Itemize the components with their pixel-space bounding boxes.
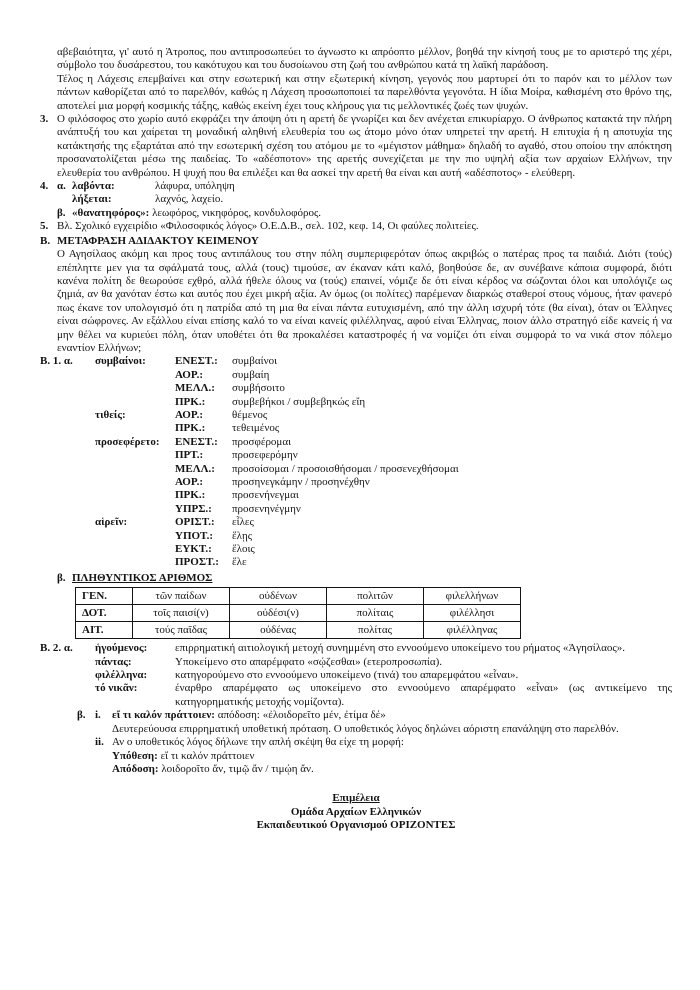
b2a-text: Υποκείμενο στο απαρέμφατο «σῴζεσθαι» (ετεροπροσωπία). [175, 655, 443, 668]
item-4a-row-2 [57, 193, 672, 206]
b2a-text: επιρρηματική αιτιολογική μετοχή συνημμένη στο εννοούμενο υποκείμενο του ρήματος «Ἀγησίλαος». [175, 642, 625, 655]
b2b-i-text [112, 709, 672, 722]
b1-lemma [95, 422, 175, 435]
b1-lemma: αἱρεῖν: [95, 516, 128, 529]
item-4a-marker-spacer [57, 193, 72, 206]
plural-heading: ΠΛΗΘΥΝΤΙΚΟΣ ΑΡΙΘΜΟΣ [72, 571, 213, 584]
footer [40, 792, 672, 832]
b1-tense: ΕΝΕΣΤ.: [175, 435, 218, 448]
item-5-text: Βλ. Σχολικό εγχειρίδιο «Φιλοσοφικός λόγος» Ο.Ε.Δ.Β., σελ. 102, κεφ. 14, Οι φαύλες πολιτείες. [57, 220, 479, 233]
table-cell: τούς παῖδας [133, 622, 230, 639]
table-cell: ΔΟΤ. [76, 605, 133, 622]
table-cell: οὐδένας [230, 622, 327, 639]
item-5-number: 5. [40, 220, 49, 233]
table-cell: ΑΙΤ. [76, 622, 133, 639]
b1-row [40, 422, 672, 435]
b1-row [40, 355, 672, 368]
b1-row [40, 503, 672, 516]
apodosis-label: Απόδοση: [112, 762, 159, 775]
footer-line-2: Εκπαιδευτικού Οργανισμού ΟΡΙΖΟΝΤΕΣ [256, 819, 456, 832]
b1-grammar-block [40, 355, 672, 570]
b1-row [40, 463, 672, 476]
b2b-apodosis-row [77, 763, 672, 776]
b2b-i-marker: i. [95, 709, 101, 722]
b1-row [40, 396, 672, 409]
b1-tense: ΑΟΡ.: [175, 476, 203, 488]
b1-tense: ΜΕΛΛ.: [175, 462, 215, 475]
table-row [76, 588, 521, 605]
b1-tense: ΑΟΡ.: [175, 408, 203, 421]
item-4b-value: λεωφόρος, νικηφόρος, κονδυλοφόρος. [152, 206, 322, 219]
section-b-marker: Β. [40, 234, 51, 247]
b2b-hypothesis [112, 750, 672, 763]
b1-tense: ΕΝΕΣΤ.: [175, 355, 218, 368]
table-cell: φιλελλήνων [424, 588, 521, 605]
b2a-row [40, 669, 672, 682]
b1-lemma [95, 396, 175, 409]
intro-paragraph-2: Τέλος η Λάχεσις επεμβαίνει και στην εσωτερική και στην εξωτερική κίνηση, γεγονός που μαρτυρεί ότι το παρόν και το μέλλον των πάντων καθορίζεται από το παρελθόν, καθώς η Λάχεση προσωποποιεί τα παρελθόντα γεγονότα. Η ίδια Μοίρα, καθισμένη στο θρόνο της, αποτελεί μια μορφή κοσμικής τάξης, καθώς εκείνη έχει τους κλήρους για τις μελλοντικές ζωές των ψυχών. [57, 72, 672, 112]
item-4 [40, 180, 672, 220]
item-4a-row-1 [57, 180, 672, 193]
b1-row [40, 476, 672, 489]
table-cell: πολίταις [327, 605, 424, 622]
b1-tense: ΠΡΚ.: [175, 395, 206, 408]
b1-tense: ΥΠΟΤ.: [175, 529, 213, 542]
b1-tense: ΑΟΡ.: [175, 368, 203, 381]
b1-marker: Β. 1. α. [40, 355, 73, 368]
b2a-label: φιλέλληνα: [95, 669, 148, 682]
b1-row [40, 382, 672, 395]
b1-row [40, 543, 672, 556]
b1-form: προσενήνεγμαι [232, 489, 299, 502]
table-cell: οὐδέσι(ν) [230, 605, 327, 622]
item-4a-marker: α. [57, 180, 66, 193]
b1-lemma: προσεφέρετο: [95, 435, 160, 448]
b2b-hypothesis-row [77, 750, 672, 763]
b1-lemma [95, 489, 175, 502]
b1-form: συμβεβήκοι / συμβεβηκώς εἴη [232, 395, 366, 408]
b1-form: προσφέρομαι [232, 435, 292, 448]
b1-row [40, 530, 672, 543]
item-4a-label-2: λήξεται: [72, 193, 112, 206]
item-4a-value-1: λάφυρα, υπόληψη [155, 180, 235, 193]
item-3 [40, 113, 672, 180]
item-4b-label: «θανατηφόρος»: [72, 206, 150, 219]
apodosis-text: λοιδοροῖτο ἄν, τιμῷ ἄν / τιμῴη ἄν. [158, 762, 314, 775]
b1-row [40, 409, 672, 422]
b1-form: εἷλες [232, 516, 254, 529]
b1-row [40, 489, 672, 502]
plural-table [75, 587, 521, 639]
b1-lemma: συμβαίνοι: [95, 355, 146, 368]
b2a-block [40, 642, 672, 709]
b1-form: προσεφερόμην [232, 449, 298, 462]
table-cell: πολιτῶν [327, 588, 424, 605]
b1-lemma [95, 382, 175, 395]
hypothesis-text: εἴ τι καλόν πράττοιεν [157, 749, 255, 762]
b2b-i-row [77, 709, 672, 722]
b1-form: προσηνεγκάμην / προσηνέχθην [232, 476, 370, 488]
b1-form: συμβήσοιτο [232, 382, 285, 395]
intro-paragraph-1: αβεβαιότητα, γι' αυτό η Άτροπος, που αντιπροσωπεύει το άγνωστο κι απρόοπτο μέλλον, βοηθά την κίνησή τους με το αριστερό της χέρι, σύμβολο του δυσάρεστου, του κακότυχου και του δυσοίωνου στη ζωή του ανθρώπου κατά τη λαϊκή παράδοση. [57, 46, 672, 72]
b1-tense: ΠΡΚ.: [175, 489, 206, 502]
b1-row [40, 369, 672, 382]
b1-lemma [95, 449, 175, 462]
table-cell: φιλέλληνας [424, 622, 521, 639]
b1-row [40, 556, 672, 569]
translation-paragraph: Ο Αγησίλαος ακόμη και προς τους αντιπάλους του στην πόλη συμπεριφερόταν όπως ακριβώς ο πατέρας προς τα παιδιά. Διότι (τούς) επέπληττε μεν για τα σφάλματά τους, αλλά (τους) τιμούσε, αν έκαναν κάτι καλό, βοηθούσε δε, αν συνέβαινε κάποια συμφορά, διότι κανένα πολίτη δε θεωρούσε εχθρό, αλλά ήθελε όλους να (τούς) επαινεί, νόμιζε δε ότι είναι κέρδος να σώζονται όλοι και υπολόγιζε ως ζημιά, αν θα χανόταν έστω και αυτός που έχει μικρή αξία. Αν όμως (οι πολίτες) παρέμεναν διαρκώς σταθεροί στους νόμους, ήταν φανερό πως έκανε τον υπολογισμό ότι η πατρίδα από τη μια θα είναι πάντα ευτυχισμένη, από την άλλη ισχυρή τότε (θα είναι), όταν οι Έλληνες είναι σώφρονες. Αν εξάλλου είναι επίσης καλό το να είναι κανείς φιλέλληνας, αφού είναι Έλληνας, ποιον άλλο στρατηγό είδε κανείς ή να μην θέλει να κυριεύει πόλη, όταν υποθέτει ότι θα προκαλέσει καταστροφές ή να νομίζει ότι είναι συμφορά το να νικά στον πόλεμο εναντίον Ελλήνων; [57, 248, 672, 354]
footer-line-1: Ομάδα Αρχαίων Ελληνικών [290, 805, 422, 818]
b2a-label: τό νικᾶν: [95, 682, 138, 695]
b1-lemma [95, 543, 175, 556]
item-3-number: 3. [40, 113, 49, 126]
plural-heading-row [40, 572, 672, 585]
b1-row [40, 436, 672, 449]
table-row [76, 605, 521, 622]
b1-form: ἕλοις [232, 543, 255, 556]
b1-lemma [95, 463, 175, 476]
b2a-marker: Β. 2. α. [40, 642, 73, 655]
b1-row [40, 516, 672, 529]
b1-tense: ΠΡΤ.: [175, 449, 204, 462]
b1-lemma: τιθείς: [95, 408, 126, 421]
b2a-label: πάντας: [95, 655, 132, 668]
b2b-apodosis [112, 763, 672, 776]
item-4a-value-2: λαχνός, λαχείο. [155, 193, 224, 206]
b1-form: προσοίσομαι / προσοισθήσομαι / προσενεχθήσομαι [232, 462, 459, 475]
section-b-heading-row [40, 235, 672, 248]
table-cell: ΓΕΝ. [76, 588, 133, 605]
b2b-i-note: Δευτερεύουσα επιρρηματική υποθετική πρόταση. Ο υποθετικός λόγος δηλώνει αόριστη επανάληψη στο παρελθόν. [112, 722, 619, 735]
b2a-row [40, 642, 672, 655]
b1-row [40, 449, 672, 462]
item-3-text: Ο φιλόσοφος στο χωρίο αυτό εκφράζει την άποψη ότι η αρετή δε γνωρίζει και δεν ανέχεται επικυρίαρχο. Ο άνθρωπος κατακτά την πλήρη ανάπτυξή του και χαίρεται τη μοναδική αληθινή ελευθερία του ως άτομο μόνο όταν υπηρετεί την αρετή. Η επιτυχία ή η αποτυχία της κατάκτησής της εξαρτάται από την εσωτερική σχέση του ατόμου με το «μέγιστον μάθημα» δηλαδή το αγαθό, στου οποίου την απόκτηση προσανατολίζεται μέσω της παιδείας. Το «αδέσποτον» της αρετής συνεχίζεται με την πιο υψηλή αξία των αρχαίων Ελλήνων, την ελευθερία του ανθρώπου. Η ψυχή που θα επιλέξει και θα ασκεί την αρετή θα είναι και αυτή «αδέσποτος» - ελεύθερη. [57, 113, 672, 179]
b1-lemma [95, 530, 175, 543]
footer-title: Επιμέλεια [332, 792, 380, 805]
table-row [76, 622, 521, 639]
b2b-ii-row [77, 736, 672, 749]
b2b-ii-intro: Αν ο υποθετικός λόγος δήλωνε την απλή σκέψη θα είχε τη μορφή: [112, 736, 404, 749]
hypothesis-label: Υπόθεση: [112, 749, 158, 762]
b2b-marker: β. [77, 709, 86, 722]
b1-tense: ΥΠΡΣ.: [175, 502, 212, 515]
b2a-row [40, 656, 672, 669]
b2b-ii-marker: ii. [95, 736, 104, 749]
plural-marker: β. [57, 571, 66, 584]
table-cell: τῶν παίδων [133, 588, 230, 605]
b1-form: θέμενος [232, 408, 268, 421]
b1-form: συμβαίη [232, 368, 270, 381]
b1-form: συμβαίνοι [232, 355, 278, 368]
b1-tense: ΟΡΙΣΤ.: [175, 516, 215, 529]
table-cell: πολίτας [327, 622, 424, 639]
b1-tense: ΠΡΟΣΤ.: [175, 556, 219, 569]
b2a-label: ἡγούμενος: [95, 642, 148, 655]
b1-lemma [95, 503, 175, 516]
b1-lemma [95, 556, 175, 569]
b1-tense: ΕΥΚΤ.: [175, 543, 212, 556]
item-4a-label-1: λαβόντα: [72, 180, 115, 193]
b1-tense: ΜΕΛΛ.: [175, 382, 215, 395]
b2b-i-note-row [77, 723, 672, 736]
item-4b-marker: β. [57, 206, 66, 219]
item-4b-text [72, 207, 321, 220]
table-cell: οὐδένων [230, 588, 327, 605]
b2b-i-rest: απόδοση: «ἐλοιδορεῖτο μέν, ἐτίμα δέ» [214, 709, 386, 722]
item-4b-row [57, 207, 672, 220]
b2a-row [40, 682, 672, 709]
b1-form: ἕλε [232, 556, 247, 569]
b2b-i-lead: εἴ τι καλόν πράττοιεν: [112, 709, 215, 722]
table-cell: τοῖς παισί(ν) [133, 605, 230, 622]
b1-tense: ΠΡΚ.: [175, 422, 206, 435]
b1-lemma [95, 476, 175, 489]
b1-lemma [95, 369, 175, 382]
b2a-text: έναρθρο απαρέμφατο ως υποκείμενο στο εννοούμενο απαρέμφατο «εἶναι» (ως αντικείμενο της κατηγορηματικής μετοχής νομίζοντα). [175, 682, 672, 708]
item-5 [40, 220, 672, 233]
section-b-heading: ΜΕΤΑΦΡΑΣΗ ΑΔΙΔΑΚΤΟΥ ΚΕΙΜΕΝΟΥ [57, 234, 259, 247]
item-4-number: 4. [40, 180, 49, 193]
table-cell: φιλέλλησι [424, 605, 521, 622]
b2b-block [40, 709, 672, 776]
b1-form: προσενηνέγμην [232, 502, 301, 515]
b1-form: τεθειμένος [232, 422, 280, 435]
b2a-text: κατηγορούμενο στο εννοούμενο υποκείμενο (τινά) του απαρεμφάτου «εἶναι». [175, 669, 519, 682]
b1-form: ἕλῃς [232, 529, 253, 542]
